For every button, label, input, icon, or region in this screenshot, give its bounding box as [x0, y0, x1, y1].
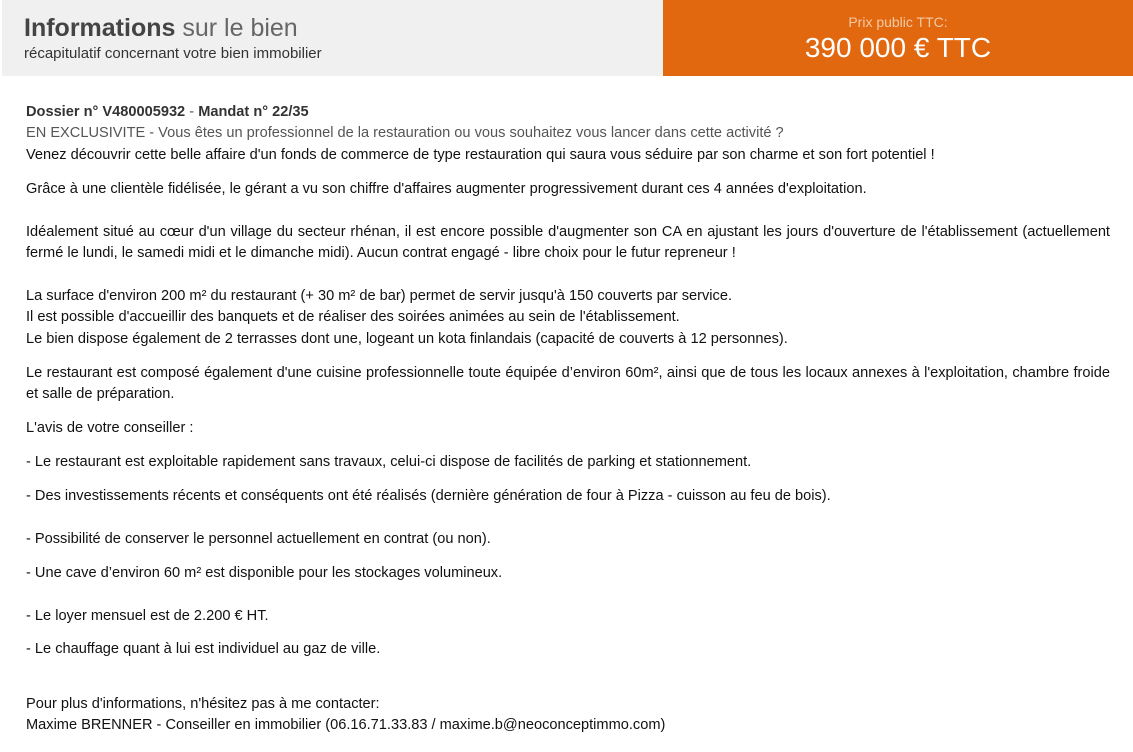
header-title-panel — [2, 0, 663, 76]
dossier-line — [26, 102, 1110, 123]
header — [0, 0, 1133, 76]
paragraph-location: Idéalement situé au cœur d'un village du secteur rhénan, il est encore possible d'augmenter son CA en ajustant les jours d'ouverture de l'établissement (actuellement fermé le lundi, le samedi midi et le dimanche midi). Aucun contrat engagé - libre choix pour le futur repreneur ! — [26, 223, 1110, 262]
list-item: - Le restaurant est exploitable rapidement sans travaux, celui-ci dispose de facilités de parking et stationnement. — [26, 453, 752, 470]
contact-details: Maxime BRENNER - Conseiller en immobilier (06.16.71.33.83 / maxime.b@neoconceptimmo.com) — [26, 717, 666, 734]
paragraph-clientele: Grâce à une clientèle fidélisée, le gérant a vu son chiffre d'affaires augmenter progressivement durant ces 4 années d'exploitation. — [26, 180, 867, 197]
list-item: - Le chauffage quant à lui est individuel au gaz de ville. — [26, 641, 381, 658]
list-item: - Le loyer mensuel est de 2.200 € HT. — [26, 607, 269, 624]
list-item: - Des investissements récents et conséquents ont été réalisés (dernière génération de four à Pizza - cuisson au feu de bois). — [26, 487, 831, 504]
dossier-number: Dossier n° V480005932 — [26, 104, 186, 120]
paragraph-kitchen: Le restaurant est composé également d'une cuisine professionnelle toute équipée d’environ 60m², ainsi que de tous les locaux annexes à l'exploitation, chambre froide et salle de préparation. — [26, 364, 1110, 403]
price-panel — [663, 0, 1133, 76]
paragraph-banquets: Il est possible d'accueillir des banquets et de réaliser des soirées animées au sein de l'établissement. — [26, 309, 680, 326]
list-item: - Possibilité de conserver le personnel actuellement en contrat (ou non). — [26, 530, 491, 547]
page-title-bold: Informations — [24, 14, 176, 42]
advisor-heading: L'avis de votre conseiller : — [26, 419, 194, 436]
page-title-rest: sur le bien — [182, 14, 298, 42]
dossier-separator: - — [189, 104, 195, 120]
page-title — [24, 13, 298, 43]
paragraph-intro: Venez découvrir cette belle affaire d'un fonds de commerce de type restauration qui saura vous séduire par son charme et son fort potentiel ! — [26, 146, 935, 163]
list-item: - Une cave d’environ 60 m² est disponible pour les stockages volumineux. — [26, 564, 503, 581]
price-label: Prix public TTC: — [848, 14, 948, 30]
price-value: 390 000 € TTC — [804, 32, 992, 63]
listing-description — [26, 102, 1110, 737]
paragraph-surface: La surface d'environ 200 m² du restaurant (+ 30 m² de bar) permet de servir jusqu'à 150 couverts par service. — [26, 287, 733, 304]
contact-heading: Pour plus d'informations, n'hésitez pas à me contacter: — [26, 695, 380, 712]
paragraph-terraces: Le bien dispose également de 2 terrasses dont une, logeant un kota finlandais (capacité de couverts à 12 personnes). — [26, 330, 788, 347]
page-subtitle: récapitulatif concernant votre bien immobilier — [24, 45, 322, 62]
intro-line: EN EXCLUSIVITE - Vous êtes un professionnel de la restauration ou vous souhaitez vous lancer dans cette activité ? — [26, 125, 784, 142]
mandat-number: Mandat n° 22/35 — [198, 104, 309, 120]
